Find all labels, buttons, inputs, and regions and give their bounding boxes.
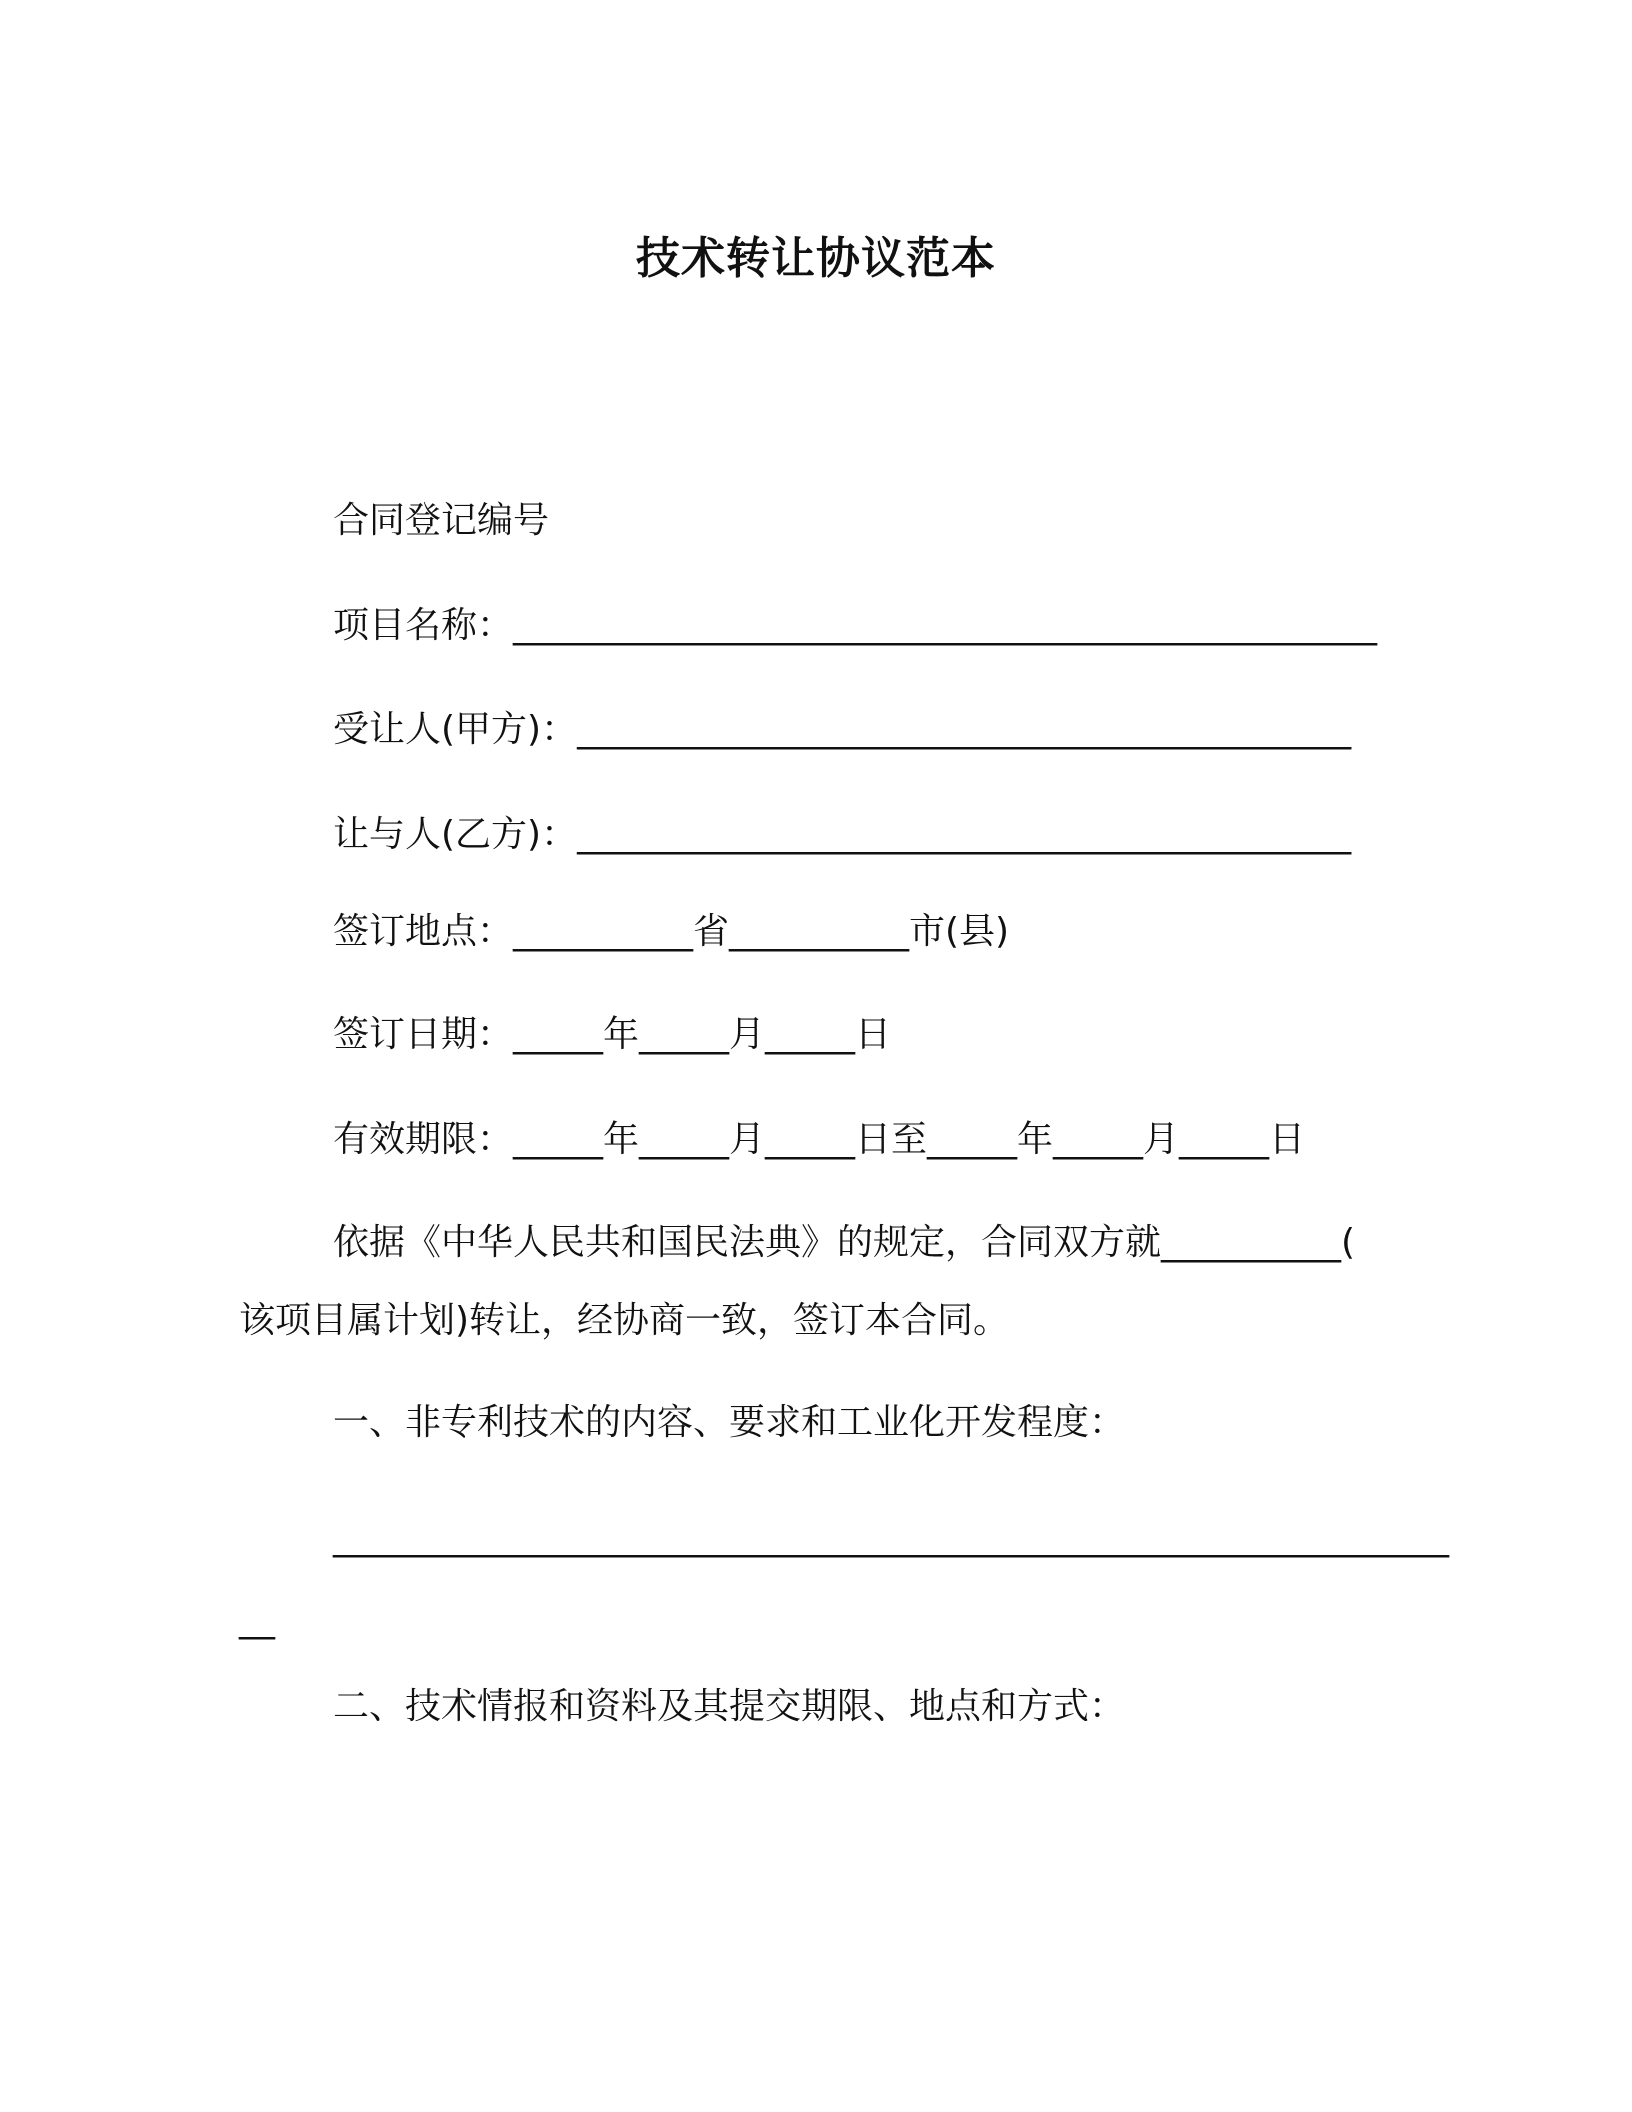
document-title: 技术转让协议范本 (636, 233, 996, 284)
paragraph-basis-line-1: 依据《中华人民共和国民法典》的规定，合同双方就__________( (333, 1222, 1356, 1263)
signing-place-line: 签订地点：__________省__________市(县) (333, 911, 1010, 952)
signing-date-line: 签订日期：_____年_____月_____日 (333, 1014, 892, 1055)
paragraph-basis-line-2: 该项目属计划)转让，经协商一致，签订本合同。 (239, 1300, 1010, 1341)
transferor-party-b-line: 让与人(乙方)：___________________________________________ (333, 814, 1352, 855)
validity-period-line: 有效期限：_____年_____月_____日至_____年_____月_____日 (333, 1119, 1306, 1160)
section-one-heading: 一、非专利技术的内容、要求和工业化开发程度： (333, 1402, 1126, 1443)
section-one-blank-line-continued: __ (239, 1599, 275, 1640)
section-one-blank-line: ______________________________________________________________ (333, 1517, 1449, 1558)
transferee-party-a-line: 受让人(甲方)：___________________________________________ (333, 709, 1352, 750)
contract-registration-number-line: 合同登记编号 (333, 500, 550, 541)
section-two-heading: 二、技术情报和资料及其提交期限、地点和方式： (333, 1686, 1126, 1727)
project-name-line: 项目名称：________________________________________________ (333, 605, 1378, 646)
